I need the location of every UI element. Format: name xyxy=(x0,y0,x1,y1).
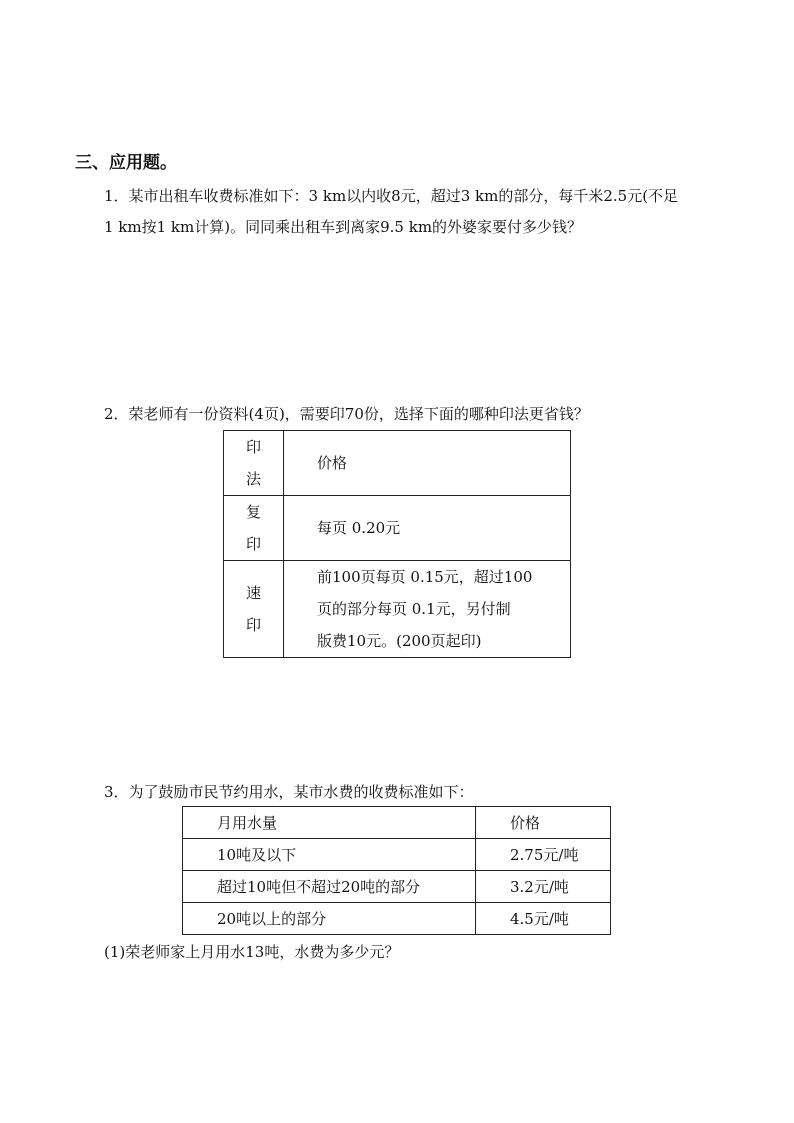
table-row xyxy=(183,871,611,903)
table-row xyxy=(183,839,611,871)
usage-cell: 超过10吨但不超过20吨的部分 xyxy=(183,871,476,903)
method-copy-cell xyxy=(224,496,284,561)
price-header-cell: 价格 xyxy=(476,807,611,839)
table-row xyxy=(224,496,571,561)
printing-price-table xyxy=(223,430,571,658)
fast-price-line-3: 版费10元。(200页起印) xyxy=(317,632,482,650)
question-1-line-2: 1 km按1 km计算)。同同乘出租车到离家9.5 km的外婆家要付多少钱？ xyxy=(104,218,583,236)
price-cell: 2.75元/吨 xyxy=(476,839,611,871)
table-row xyxy=(183,903,611,935)
price-cell: 3.2元/吨 xyxy=(476,871,611,903)
question-3-sub-1: (1)荣老师家上月用水13吨，水费为多少元？ xyxy=(104,943,400,961)
method-fast-char-1: 速 xyxy=(245,584,261,602)
method-fast-char-2: 印 xyxy=(245,616,261,634)
fast-price-line-2: 页的部分每页 0.1元，另付制 xyxy=(317,600,511,618)
method-header-char-2: 法 xyxy=(245,470,261,488)
usage-header-cell: 月用水量 xyxy=(183,807,476,839)
usage-cell: 20吨以上的部分 xyxy=(183,903,476,935)
price-header-cell: 价格 xyxy=(284,431,571,496)
copy-price-cell: 每页 0.20元 xyxy=(284,496,571,561)
table-row xyxy=(224,561,571,658)
fast-price-line-1: 前100页每页 0.15元，超过100 xyxy=(317,568,533,586)
method-copy-char-1: 复 xyxy=(245,503,261,521)
method-copy-char-2: 印 xyxy=(245,535,261,553)
question-1-line-1: 1．某市出租车收费标准如下：3 km以内收8元，超过3 km的部分，每千米2.5元(不足 xyxy=(104,187,679,205)
table-row xyxy=(224,431,571,496)
method-fast-cell xyxy=(224,561,284,658)
method-header-char-1: 印 xyxy=(245,438,261,456)
table-row xyxy=(183,807,611,839)
fast-price-cell xyxy=(284,561,571,658)
usage-cell: 10吨及以下 xyxy=(183,839,476,871)
question-3-text: 3．为了鼓励市民节约用水，某市水费的收费标准如下： xyxy=(104,783,474,801)
question-2-text: 2．荣老师有一份资料(4页)，需要印70份，选择下面的哪种印法更省钱？ xyxy=(104,405,589,423)
price-cell: 4.5元/吨 xyxy=(476,903,611,935)
method-header-cell xyxy=(224,431,284,496)
section-title: 三、应用题。 xyxy=(75,153,177,173)
water-price-table xyxy=(182,806,611,935)
